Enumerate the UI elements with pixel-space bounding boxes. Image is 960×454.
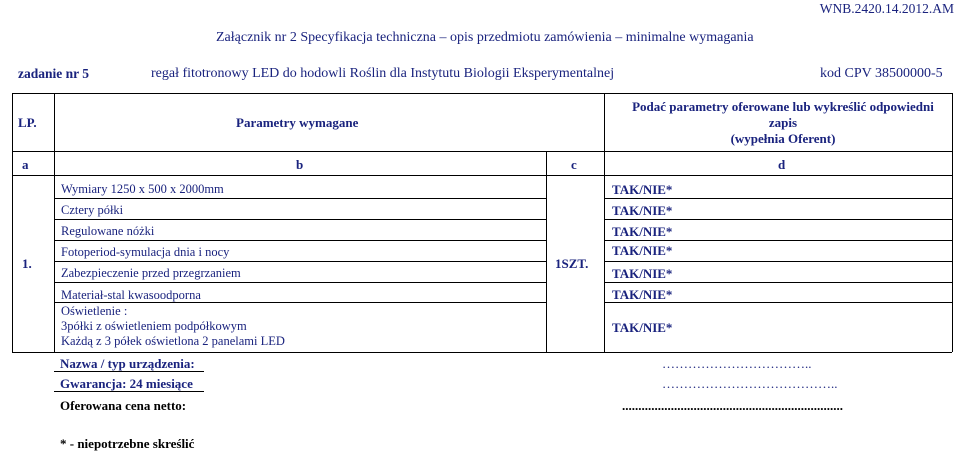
header-offer-line3: (wypełnia Oferent)	[730, 131, 836, 146]
header-params: Parametry wymagane	[236, 115, 359, 130]
answer-shelves[interactable]: TAK/NIE*	[612, 203, 673, 218]
answer-separator-2	[604, 219, 952, 220]
table-top-border	[12, 93, 952, 94]
warranty-underline	[54, 391, 204, 392]
device-name-underline	[54, 371, 204, 372]
param-feet: Regulowane nóżki	[61, 224, 155, 238]
answer-material[interactable]: TAK/NIE*	[612, 287, 673, 302]
header-offer	[622, 99, 944, 147]
param-photoperiod: Fotoperiod-symulacja dnia i nocy	[61, 245, 230, 259]
param-lighting-shelves: 3półki z oświetleniem podpółkowym	[61, 319, 247, 333]
cpv-code: kod CPV 38500000-5	[820, 66, 943, 81]
header-lp: LP.	[18, 115, 37, 130]
param-lighting-panels: Każdą z 3 półek oświetlona 2 panelami LED	[61, 334, 285, 348]
param-dimensions: Wymiary 1250 x 500 x 2000mm	[61, 182, 224, 196]
row-separator-1	[54, 198, 546, 199]
column-letter-d: d	[778, 157, 786, 172]
answer-separator-4	[604, 261, 952, 262]
row-separator-4	[54, 261, 546, 262]
table-bottom-border	[12, 352, 952, 353]
param-material: Materiał-stal kwasoodporna	[61, 288, 201, 302]
table-right-border	[952, 93, 953, 352]
answer-separator-1	[604, 198, 952, 199]
answer-dimensions[interactable]: TAK/NIE*	[612, 182, 673, 197]
row-number: 1.	[22, 256, 32, 271]
header-bottom-border	[12, 151, 952, 152]
header-offer-line1: Podać parametry oferowane lub wykreślić odpowiedni	[632, 99, 934, 114]
col-divider-b	[546, 151, 547, 352]
param-shelves: Cztery półki	[61, 203, 124, 217]
footnote: * - niepotrzebne skreślić	[60, 436, 195, 451]
column-letter-b: b	[296, 157, 304, 172]
warranty-label: Gwarancja: 24 miesiące	[60, 376, 193, 391]
row-quantity: 1SZT.	[555, 256, 589, 271]
warranty-field[interactable]: …………………………………..	[662, 376, 838, 391]
column-letter-c: c	[571, 157, 577, 172]
answer-photoperiod[interactable]: TAK/NIE*	[612, 243, 673, 258]
column-letters-bottom-border	[12, 175, 952, 176]
task-label: zadanie nr 5	[18, 66, 90, 81]
table-left-border	[12, 93, 13, 352]
device-name-label: Nazwa / typ urządzenia:	[60, 356, 195, 371]
price-label: Oferowana cena netto:	[60, 398, 187, 413]
answer-feet[interactable]: TAK/NIE*	[612, 224, 673, 239]
column-letter-a: a	[22, 157, 29, 172]
col-divider-c	[604, 93, 605, 352]
row-separator-2	[54, 219, 546, 220]
answer-lighting[interactable]: TAK/NIE*	[612, 320, 673, 335]
page-title: Załącznik nr 2 Specyfikacja techniczna – opis przedmiotu zamówienia – minimalne wymagania	[216, 30, 754, 45]
document-reference: WNB.2420.14.2012.AM	[819, 1, 954, 16]
price-field[interactable]: ....................................................................	[622, 398, 843, 413]
answer-separator-3	[604, 240, 952, 241]
device-name-field[interactable]: ……………………………..	[662, 356, 812, 371]
header-offer-line2: zapis	[768, 115, 798, 130]
row-separator-6	[54, 302, 546, 303]
col-divider-a	[54, 93, 55, 352]
param-lighting: Oświetlenie :	[61, 304, 128, 318]
task-subject: regał fitotronowy LED do hodowli Roślin dla Instytutu Biologii Eksperymentalnej	[151, 66, 615, 81]
answer-overheat[interactable]: TAK/NIE*	[612, 266, 673, 281]
row-separator-5	[54, 282, 546, 283]
param-overheat: Zabezpieczenie przed przegrzaniem	[61, 266, 241, 280]
answer-separator-5	[604, 282, 952, 283]
row-separator-3	[54, 240, 546, 241]
